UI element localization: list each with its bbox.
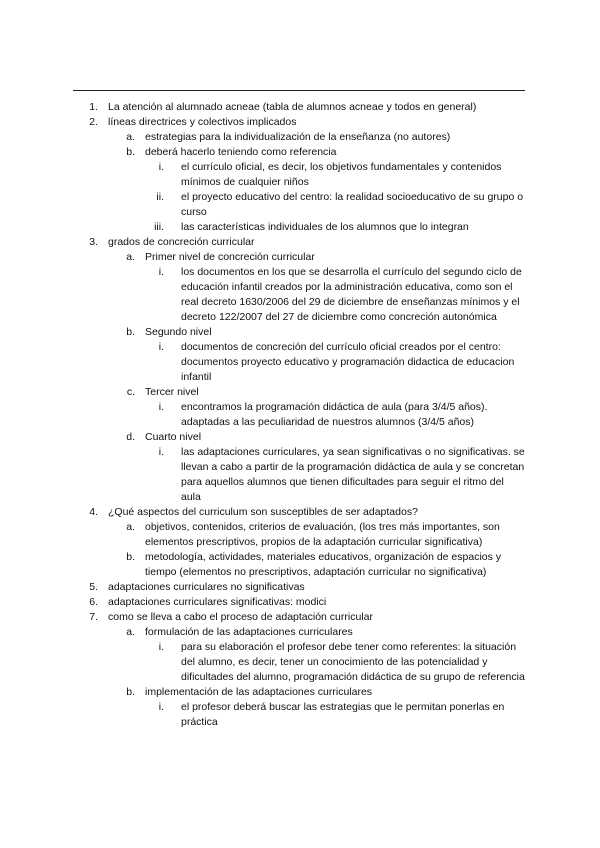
- outline-item-level-2: [0, 625, 600, 640]
- item-text: las adaptaciones curriculares, ya sean significativas o no significativas. se llevan a cabo a partir de la programación didáctica de aula y se concretan para aquellos alumnos que tienen dificultades para seguir el ritmo del aula: [181, 446, 525, 503]
- outline-item-level-2: [0, 325, 600, 340]
- outline-item-level-2: [0, 145, 600, 160]
- item-marker: iii.: [154, 221, 164, 233]
- item-text: adaptaciones curriculares no significativas: [108, 581, 305, 593]
- outline-item-level-3: [0, 640, 600, 685]
- item-marker: c.: [126, 386, 135, 398]
- outline-item-level-2: [0, 520, 600, 550]
- outline-item-level-3: [0, 160, 600, 190]
- item-text: documentos de concreción del currículo oficial creados por el centro: documentos proyecto educativo y programación didactica de educacion infantil: [181, 341, 515, 383]
- item-marker: i.: [158, 161, 164, 173]
- horizontal-rule: [73, 90, 525, 91]
- item-marker: a.: [126, 251, 135, 263]
- outline-item-level-1: [0, 610, 600, 625]
- item-text: ¿Qué aspectos del curriculum son susceptibles de ser adaptados?: [108, 506, 418, 518]
- item-text: Tercer nivel: [145, 386, 199, 398]
- item-marker: a.: [126, 131, 135, 143]
- outline-item-level-1: [0, 115, 600, 130]
- item-marker: i.: [158, 701, 164, 713]
- item-text: los documentos en los que se desarrolla el currículo del segundo ciclo de educación infantil creados por la administración educativa, como son el real decreto 1630/2006 del 29 de diciembre de enseñanzas mínimos y el decreto 122/2007 del 27 de diciembre como concreción autonómica: [181, 266, 522, 323]
- outline-item-level-3: [0, 400, 600, 430]
- outline-item-level-2: [0, 250, 600, 265]
- item-marker: 2.: [89, 116, 98, 128]
- item-marker: b.: [126, 146, 135, 158]
- item-text: grados de concreción curricular: [108, 236, 255, 248]
- item-text: objetivos, contenidos, criterios de evaluación, (los tres más importantes, son elementos prescriptivos, propios de la adaptación curricular significativa): [145, 521, 500, 548]
- outline-item-level-1: [0, 580, 600, 595]
- item-text: La atención al alumnado acneae (tabla de alumnos acneae y todos en general): [108, 101, 477, 113]
- item-marker: 4.: [89, 506, 98, 518]
- outline-list: [0, 100, 600, 730]
- outline-item-level-2: [0, 550, 600, 580]
- outline-item-level-3: [0, 190, 600, 220]
- item-text: para su elaboración el profesor debe tener como referentes: la situación del alumno, es decir, tener un conocimiento de las potencialidad y dificultades del alumno, programación didáctica de su grupo de referencia: [181, 641, 525, 683]
- item-marker: a.: [126, 521, 135, 533]
- outline-item-level-3: [0, 220, 600, 235]
- item-text: el proyecto educativo del centro: la realidad socioeducativo de su grupo o curso: [181, 191, 524, 218]
- item-text: las características individuales de los alumnos que lo integran: [181, 221, 469, 233]
- item-text: deberá hacerlo teniendo como referencia: [145, 146, 337, 158]
- outline-item-level-3: [0, 445, 600, 505]
- item-text: el profesor deberá buscar las estrategias que le permitan ponerlas en práctica: [181, 701, 505, 728]
- item-marker: b.: [126, 326, 135, 338]
- item-text: Primer nivel de concreción curricular: [145, 251, 315, 263]
- outline-item-level-3: [0, 265, 600, 325]
- outline-item-level-2: [0, 685, 600, 700]
- item-marker: i.: [158, 401, 164, 413]
- item-text: encontramos la programación didáctica de aula (para 3/4/5 años). adaptadas a las peculiaridad de nuestros alumnos (3/4/5 años): [181, 401, 488, 428]
- item-marker: d.: [126, 431, 135, 443]
- item-text: metodología, actividades, materiales educativos, organización de espacios y tiempo (elementos no prescriptivos, adaptación curricular no significativa): [145, 551, 502, 578]
- item-marker: b.: [126, 686, 135, 698]
- outline-item-level-2: [0, 385, 600, 400]
- item-text: líneas directrices y colectivos implicados: [108, 116, 297, 128]
- item-marker: i.: [158, 266, 164, 278]
- outline-item-level-1: [0, 235, 600, 250]
- outline-item-level-3: [0, 700, 600, 730]
- item-text: el currículo oficial, es decir, los objetivos fundamentales y contenidos mínimos de cualquier niños: [181, 161, 502, 188]
- item-marker: 6.: [89, 596, 98, 608]
- item-text: estrategias para la individualización de la enseñanza (no autores): [145, 131, 451, 143]
- outline-item-level-2: [0, 130, 600, 145]
- item-text: adaptaciones curriculares significativas: modici: [108, 596, 327, 608]
- outline-item-level-1: [0, 505, 600, 520]
- outline-item-level-2: [0, 430, 600, 445]
- outline-item-level-1: [0, 100, 600, 115]
- item-text: implementación de las adaptaciones curriculares: [145, 686, 373, 698]
- item-marker: 7.: [89, 611, 98, 623]
- item-marker: i.: [158, 341, 164, 353]
- item-marker: ii.: [156, 191, 164, 203]
- item-marker: b.: [126, 551, 135, 563]
- item-text: Segundo nivel: [145, 326, 212, 338]
- item-marker: 3.: [89, 236, 98, 248]
- outline-item-level-3: [0, 340, 600, 385]
- item-marker: a.: [126, 626, 135, 638]
- item-marker: i.: [158, 641, 164, 653]
- item-marker: i.: [158, 446, 164, 458]
- item-marker: 1.: [89, 101, 98, 113]
- item-text: Cuarto nivel: [145, 431, 202, 443]
- item-marker: 5.: [89, 581, 98, 593]
- item-text: formulación de las adaptaciones curriculares: [145, 626, 353, 638]
- outline-item-level-1: [0, 595, 600, 610]
- item-text: como se lleva a cabo el proceso de adaptación curricular: [108, 611, 373, 623]
